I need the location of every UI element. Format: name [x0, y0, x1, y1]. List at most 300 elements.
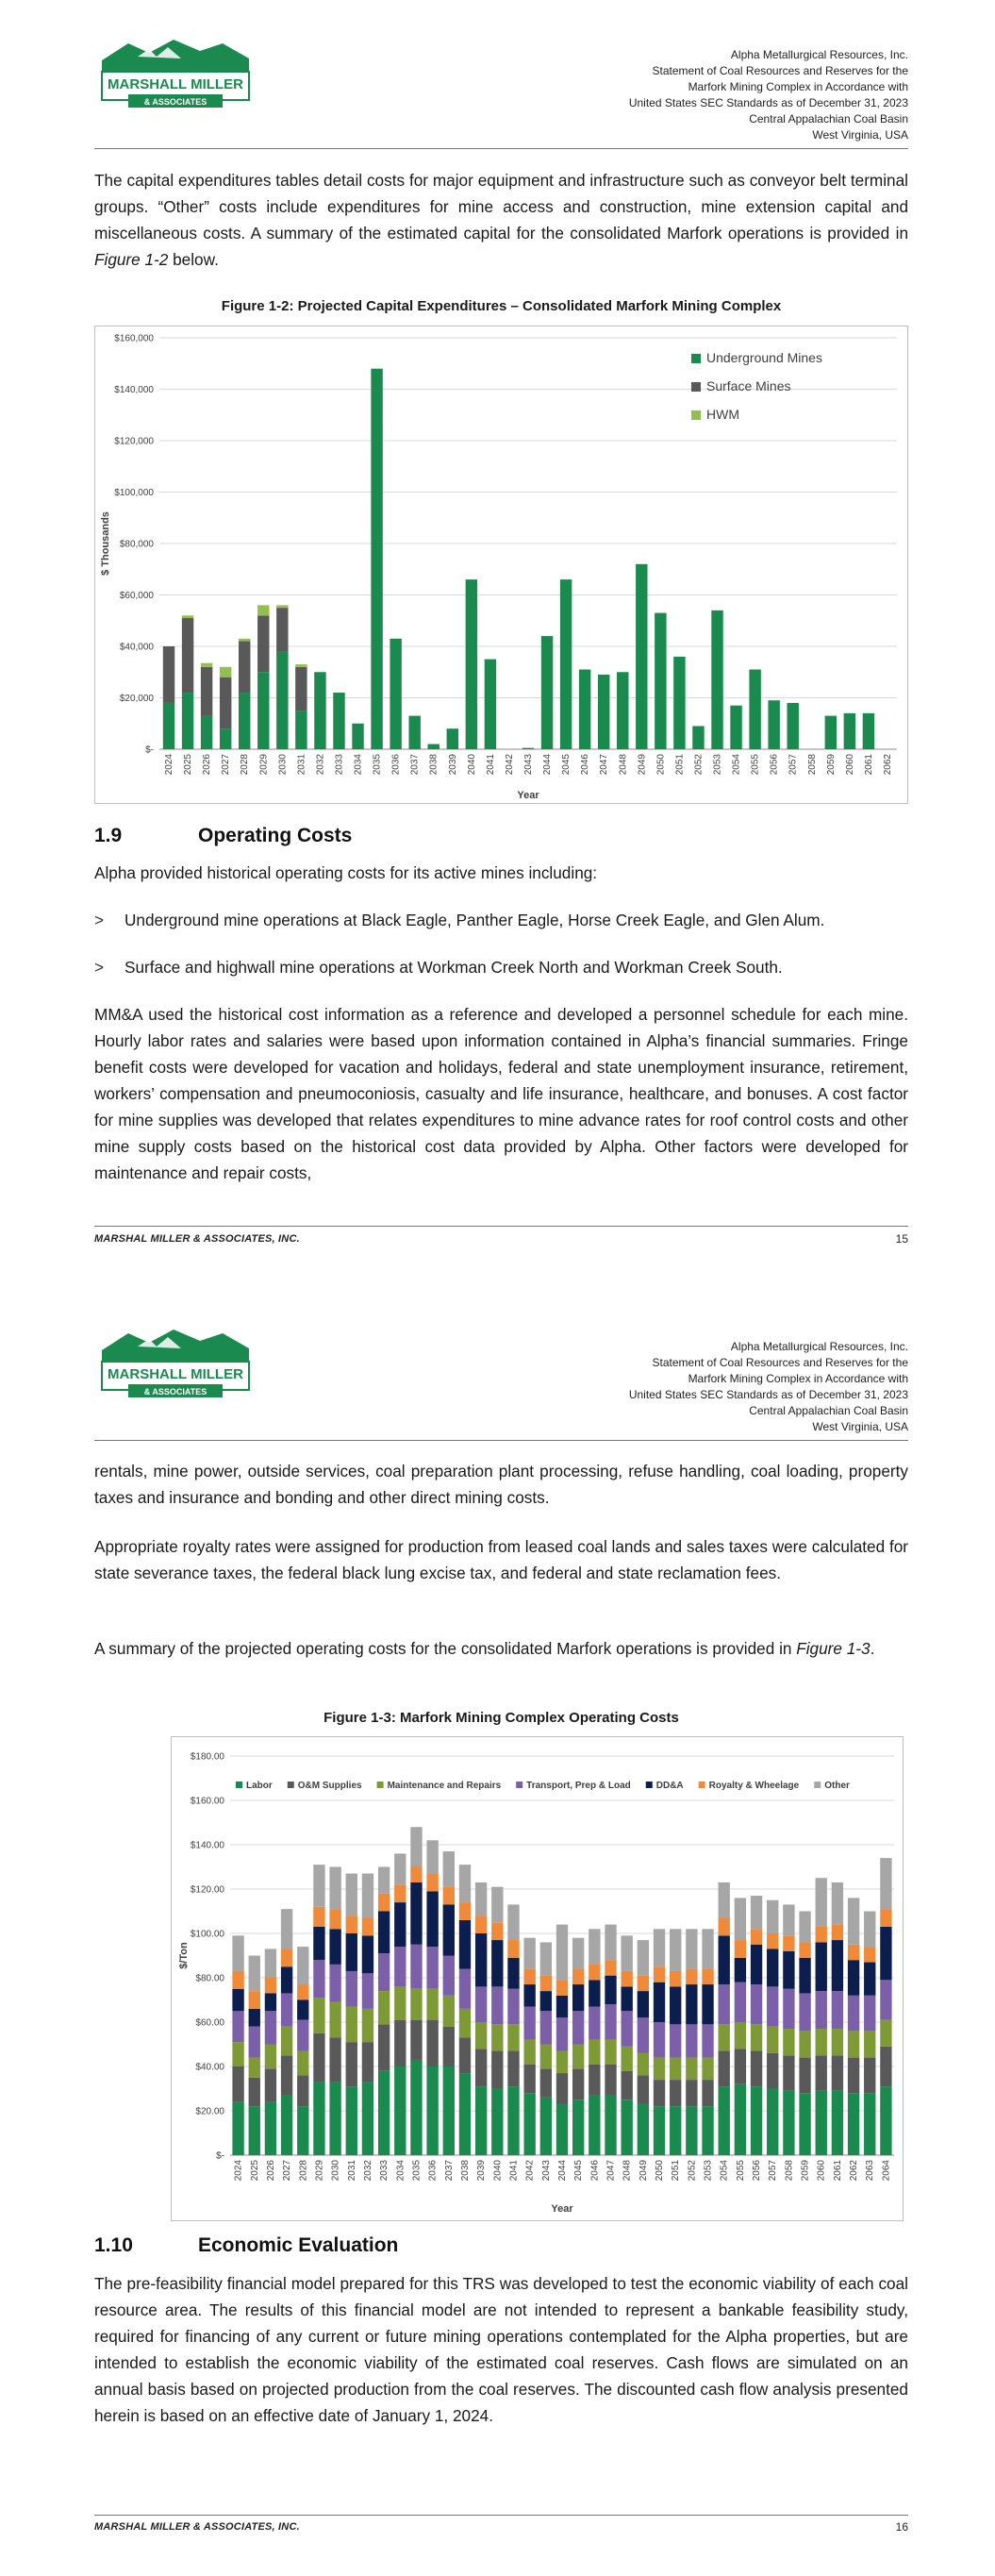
bar-segment-other: [459, 1865, 471, 1902]
bar-segment-transport-prep-load: [848, 1996, 859, 2032]
bar-segment-maintenance-and-repairs: [880, 2020, 891, 2047]
x-tick-label: 2048: [622, 2160, 633, 2182]
bar-segment-other: [394, 1853, 406, 1884]
bar-segment-royalty-wheelage: [767, 1933, 778, 1949]
header-rule: [94, 1440, 908, 1441]
bar-segment-underground-mines: [863, 713, 874, 749]
bar-segment-transport-prep-load: [297, 2020, 308, 2051]
bar-segment-royalty-wheelage: [232, 1971, 243, 1989]
x-tick-label: 2045: [561, 754, 572, 776]
bar-segment-transport-prep-load: [329, 1965, 340, 2002]
x-axis-title: Year: [551, 2203, 573, 2215]
bar-segment-royalty-wheelage: [249, 1991, 260, 2009]
bar-segment-o-m-supplies: [362, 2042, 373, 2082]
page-number: 15: [895, 1232, 908, 1246]
bar-segment-other: [816, 1878, 827, 1927]
x-tick-label: 2026: [202, 754, 213, 776]
section-heading-1-9: 1.9 Operating Costs: [94, 825, 353, 846]
bar-segment-transport-prep-load: [767, 1986, 778, 2026]
bar-segment-other: [702, 1929, 713, 1968]
x-tick-label: 2043: [523, 754, 534, 776]
y-tick-label: $100,000: [114, 488, 154, 498]
x-tick-label: 2029: [314, 2160, 325, 2182]
y-tick-label: $40.00: [195, 2062, 224, 2073]
bar-segment-royalty-wheelage: [605, 1960, 616, 1975]
bar-segment-o-m-supplies: [864, 2058, 875, 2094]
x-tick-label: 2047: [605, 2160, 617, 2182]
bar-segment-o-m-supplies: [540, 2068, 552, 2098]
bar-segment-underground-mines: [730, 706, 741, 749]
x-tick-label: 2027: [221, 754, 232, 776]
document-header: [512, 1339, 908, 1435]
economic-evaluation-paragraph: The pre-feasibility financial model prepared for this TRS was developed to test the economic viability of each coal resource area. The results of this financial model are not intended to represent a bankable feasibility study, required for financing of any current or future mining operations contemplated for the Alpha properties, but are intended to establish the economic viability of the estimated coal reserves. Cash flows are simulated on an annual basis based on projected production from the coal reserves. The discounted cash flow analysis presented herein is based on an effective date of January 1, 2024.: [94, 2274, 908, 2425]
bar-segment-royalty-wheelage: [622, 1971, 633, 1986]
bar-segment-dd-a: [702, 1984, 713, 2024]
bar-segment-other: [362, 1874, 373, 1918]
footer-company: MARSHAL MILLER & ASSOCIATES, INC.: [94, 1233, 300, 1245]
y-tick-label: $40,000: [119, 642, 154, 653]
legend-swatch: [288, 1781, 294, 1788]
opcost-chart: [171, 1736, 904, 2221]
figure-1-3-caption: Figure 1-3: Marfork Mining Complex Operating Costs: [323, 1710, 679, 1726]
bar-segment-maintenance-and-repairs: [394, 1986, 406, 2019]
x-tick-label: 2062: [849, 2160, 860, 2182]
bar-segment-underground-mines: [844, 713, 855, 749]
bar-segment-underground-mines: [428, 744, 439, 749]
bar-segment-royalty-wheelage: [638, 1976, 649, 1991]
bar-segment-labor: [751, 2086, 762, 2155]
bar-segment-dd-a: [394, 1902, 406, 1947]
bar-segment-other: [686, 1929, 697, 1968]
bar-segment-transport-prep-load: [281, 1993, 292, 2026]
bar-segment-maintenance-and-repairs: [556, 2051, 568, 2074]
bar-segment-dd-a: [880, 1927, 891, 1980]
x-tick-label: 2052: [693, 754, 705, 776]
bar-segment-hwm: [276, 605, 288, 608]
x-tick-label: 2053: [712, 754, 723, 776]
bar-segment-labor: [410, 2060, 422, 2155]
y-tick-label: $-: [216, 2150, 224, 2162]
x-tick-label: 2061: [863, 754, 874, 776]
bar-segment-other: [556, 1925, 568, 1981]
bar-segment-underground-mines: [579, 670, 590, 749]
bar-segment-royalty-wheelage: [864, 1947, 875, 1962]
bar-segment-royalty-wheelage: [654, 1966, 665, 1982]
bar-segment-royalty-wheelage: [297, 1984, 308, 1999]
bar-segment-dd-a: [426, 1891, 438, 1947]
bar-segment-transport-prep-load: [751, 1984, 762, 2024]
bar-segment-transport-prep-load: [346, 1971, 357, 2007]
bar-segment-labor: [443, 2066, 455, 2155]
header-line-3: Marfork Mining Complex in Accordance with: [688, 1372, 908, 1385]
bar-segment-royalty-wheelage: [572, 1969, 584, 1984]
bar-segment-dd-a: [265, 1993, 276, 2011]
bar-segment-dd-a: [378, 1912, 390, 1954]
x-tick-label: 2059: [825, 754, 837, 776]
bar-segment-other: [638, 1940, 649, 1976]
bar-segment-dd-a: [491, 1940, 503, 1986]
x-tick-label: 2057: [788, 754, 799, 776]
bar-segment-transport-prep-load: [605, 2004, 616, 2040]
bar-segment-underground-mines: [408, 716, 420, 749]
bar-segment-dd-a: [605, 1976, 616, 2005]
bar-segment-dd-a: [362, 1935, 373, 1973]
y-tick-label: $60.00: [195, 2017, 224, 2029]
legend-label: HWM: [706, 407, 739, 422]
bar-segment-dd-a: [589, 1980, 600, 2006]
bar-segment-underground-mines: [825, 716, 837, 749]
bar-segment-transport-prep-load: [410, 1945, 422, 1989]
bar-segment-transport-prep-load: [686, 2024, 697, 2057]
x-tick-label: 2057: [768, 2160, 779, 2182]
bar-segment-dd-a: [572, 1984, 584, 2011]
x-tick-label: 2042: [504, 754, 515, 776]
bar-segment-o-m-supplies: [265, 2068, 276, 2101]
x-tick-label: 2037: [443, 2160, 455, 2182]
legend-swatch: [516, 1781, 522, 1788]
x-tick-label: 2060: [816, 2160, 827, 2182]
legend-label: O&M Supplies: [297, 1781, 362, 1791]
bar-segment-maintenance-and-repairs: [848, 2031, 859, 2057]
bar-segment-dd-a: [523, 1984, 535, 2007]
x-tick-label: 2036: [390, 754, 402, 776]
bar-segment-other: [654, 1929, 665, 1966]
bar-segment-maintenance-and-repairs: [751, 2024, 762, 2050]
bar-segment-o-m-supplies: [297, 2075, 308, 2106]
bar-segment-underground-mines: [466, 579, 477, 749]
header-company: Alpha Metallurgical Resources, Inc.: [730, 48, 908, 61]
bar-segment-underground-mines: [711, 611, 722, 749]
bar-segment-o-m-supplies: [329, 2037, 340, 2082]
bar-segment-other: [670, 1929, 681, 1971]
bar-segment-transport-prep-load: [880, 1980, 891, 2019]
bar-segment-maintenance-and-repairs: [572, 2045, 584, 2069]
bar-segment-labor: [670, 2106, 681, 2155]
bar-segment-labor: [281, 2096, 292, 2155]
bar-segment-other: [507, 1904, 519, 1940]
y-axis-title: $ Thousands: [100, 511, 111, 576]
bar-segment-o-m-supplies: [670, 2080, 681, 2106]
x-tick-label: 2024: [164, 754, 175, 776]
bar-segment-other: [297, 1947, 308, 1984]
bar-segment-o-m-supplies: [848, 2058, 859, 2094]
x-tick-label: 2050: [655, 754, 667, 776]
bar-segment-o-m-supplies: [572, 2068, 584, 2099]
bar-segment-maintenance-and-repairs: [832, 2029, 843, 2055]
header-line-2: Statement of Coal Resources and Reserves for the: [652, 1356, 908, 1369]
bar-segment-hwm: [257, 605, 269, 615]
bar-segment-transport-prep-load: [670, 2024, 681, 2057]
x-tick-label: 2055: [750, 754, 761, 776]
bar-segment-labor: [394, 2066, 406, 2155]
legend-label: Underground Mines: [706, 350, 822, 365]
bar-segment-maintenance-and-repairs: [297, 2051, 308, 2076]
bar-segment-transport-prep-load: [799, 1993, 810, 2031]
bar-segment-maintenance-and-repairs: [638, 2053, 649, 2076]
x-tick-label: 2040: [492, 2160, 504, 2182]
bar-segment-dd-a: [410, 1882, 422, 1945]
x-tick-label: 2030: [277, 754, 289, 776]
y-tick-label: $120.00: [190, 1884, 224, 1896]
bar-segment-surface-mines: [295, 667, 307, 711]
bar-segment-maintenance-and-repairs: [410, 1989, 422, 2020]
bar-segment-other: [523, 1938, 535, 1969]
legend-label: Labor: [246, 1781, 273, 1791]
bar-segment-royalty-wheelage: [281, 1949, 292, 1966]
bar-segment-other: [265, 1949, 276, 1978]
x-tick-label: 2041: [508, 2160, 520, 2182]
x-tick-label: 2029: [258, 754, 270, 776]
bar-segment-labor: [832, 2091, 843, 2155]
bar-segment-labor: [540, 2098, 552, 2155]
bar-segment-maintenance-and-repairs: [443, 1996, 455, 2027]
x-axis-title: Year: [517, 790, 539, 801]
legend-swatch: [699, 1781, 705, 1788]
bullet-item: > Underground mine operations at Black Eagle, Panther Eagle, Horse Creek Eagle, and Glen Alum.: [94, 907, 908, 933]
bar-segment-dd-a: [638, 1991, 649, 2017]
header-line-4: United States SEC Standards as of December 31, 2023: [628, 96, 908, 109]
bar-segment-o-m-supplies: [751, 2051, 762, 2087]
bar-segment-maintenance-and-repairs: [670, 2058, 681, 2081]
bar-segment-maintenance-and-repairs: [378, 1991, 390, 2024]
bar-segment-transport-prep-load: [475, 1986, 487, 2022]
bar-segment-dd-a: [313, 1927, 324, 1960]
bar-segment-o-m-supplies: [783, 2055, 794, 2091]
x-tick-label: 2038: [428, 754, 439, 776]
bar-segment-transport-prep-load: [362, 1973, 373, 2009]
bar-segment-o-m-supplies: [832, 2055, 843, 2091]
bar-segment-maintenance-and-repairs: [249, 2058, 260, 2078]
x-tick-label: 2028: [240, 754, 251, 776]
bar-segment-royalty-wheelage: [719, 1918, 730, 1936]
bar-segment-underground-mines: [352, 724, 363, 749]
bar-segment-labor: [589, 2096, 600, 2155]
bar-segment-o-m-supplies: [249, 2078, 260, 2107]
bar-segment-o-m-supplies: [816, 2055, 827, 2091]
x-tick-label: 2051: [674, 754, 686, 776]
x-tick-label: 2032: [315, 754, 326, 776]
bar-segment-hwm: [182, 615, 193, 618]
bar-segment-dd-a: [329, 1929, 340, 1965]
bar-segment-other: [864, 1912, 875, 1948]
bar-segment-o-m-supplies: [281, 2055, 292, 2095]
bar-segment-other: [378, 1867, 390, 1894]
bar-segment-royalty-wheelage: [329, 1909, 340, 1929]
bar-segment-other: [767, 1900, 778, 1933]
legend-label: Maintenance and Repairs: [387, 1781, 502, 1791]
bar-segment-dd-a: [767, 1949, 778, 1986]
bar-segment-labor: [475, 2086, 487, 2155]
bar-segment-o-m-supplies: [507, 2051, 519, 2087]
bar-segment-maintenance-and-repairs: [346, 2007, 357, 2043]
bar-segment-labor: [783, 2091, 794, 2155]
header-line-3: Marfork Mining Complex in Accordance with: [688, 80, 908, 93]
x-tick-label: 2064: [881, 2160, 892, 2182]
logo-text: MARSHALL MILLER: [108, 1366, 243, 1382]
bar-segment-labor: [265, 2102, 276, 2155]
bar-segment-other: [589, 1929, 600, 1965]
y-tick-label: $80,000: [119, 539, 154, 550]
x-tick-label: 2031: [346, 2160, 357, 2182]
bar-segment-other: [232, 1935, 243, 1971]
bar-segment-transport-prep-load: [313, 1960, 324, 1998]
y-tick-label: $160,000: [114, 333, 154, 344]
bar-segment-other: [329, 1867, 340, 1910]
bar-segment-underground-mines: [333, 693, 344, 749]
bar-segment-underground-mines: [239, 693, 250, 749]
bar-segment-labor: [767, 2089, 778, 2156]
opcost-summary-paragraph: A summary of the projected operating costs for the consolidated Marfork operations is provided in Figure 1-3.: [94, 1639, 875, 1658]
bar-segment-royalty-wheelage: [265, 1978, 276, 1993]
bar-segment-dd-a: [249, 2009, 260, 2027]
bar-segment-transport-prep-load: [589, 2007, 600, 2040]
bar-segment-underground-mines: [295, 711, 307, 749]
bar-segment-dd-a: [475, 1933, 487, 1986]
x-tick-label: 2033: [334, 754, 345, 776]
bar-segment-maintenance-and-repairs: [329, 2002, 340, 2038]
bar-segment-o-m-supplies: [394, 2020, 406, 2066]
bar-segment-o-m-supplies: [735, 2049, 746, 2084]
y-tick-label: $140,000: [114, 385, 154, 395]
bar-segment-other: [799, 1912, 810, 1943]
operating-costs-lead: Alpha provided historical operating costs for its active mines including:: [94, 863, 598, 882]
header-line-4: United States SEC Standards as of December 31, 2023: [628, 1388, 908, 1401]
bar-segment-other: [475, 1882, 487, 1915]
bar-segment-transport-prep-load: [265, 2011, 276, 2044]
x-tick-label: 2060: [844, 754, 855, 776]
bar-segment-dd-a: [735, 1958, 746, 1982]
bar-segment-transport-prep-load: [249, 2027, 260, 2058]
bar-segment-maintenance-and-repairs: [816, 2029, 827, 2055]
footer-company: MARSHAL MILLER & ASSOCIATES, INC.: [94, 2521, 300, 2533]
bar-segment-royalty-wheelage: [589, 1965, 600, 1980]
x-tick-label: 2039: [447, 754, 458, 776]
bar-segment-other: [410, 1827, 422, 1866]
bar-segment-o-m-supplies: [767, 2053, 778, 2089]
x-tick-label: 2042: [524, 2160, 536, 2182]
bar-segment-underground-mines: [182, 693, 193, 749]
bar-segment-underground-mines: [314, 672, 325, 749]
bar-segment-maintenance-and-repairs: [540, 2045, 552, 2069]
legend-swatch: [377, 1781, 384, 1788]
bar-segment-o-m-supplies: [556, 2073, 568, 2104]
x-tick-label: 2036: [427, 2160, 439, 2182]
bar-segment-underground-mines: [673, 657, 685, 749]
x-tick-label: 2034: [395, 2160, 406, 2182]
bar-segment-royalty-wheelage: [751, 1929, 762, 1944]
bar-segment-dd-a: [832, 1940, 843, 1991]
bar-segment-o-m-supplies: [313, 2033, 324, 2083]
bar-segment-o-m-supplies: [459, 2037, 471, 2073]
x-tick-label: 2034: [353, 754, 364, 776]
bar-segment-o-m-supplies: [346, 2042, 357, 2086]
bar-segment-transport-prep-load: [443, 1956, 455, 1996]
bar-segment-transport-prep-load: [540, 2011, 552, 2044]
legend-swatch: [814, 1781, 821, 1788]
bar-segment-labor: [313, 2082, 324, 2155]
bar-segment-maintenance-and-repairs: [491, 2024, 503, 2050]
bar-segment-other: [313, 1865, 324, 1907]
bar-segment-other: [443, 1851, 455, 1887]
x-tick-label: 2054: [731, 754, 742, 776]
x-tick-label: 2037: [409, 754, 421, 776]
bar-segment-royalty-wheelage: [313, 1907, 324, 1927]
bar-segment-labor: [346, 2086, 357, 2155]
bar-segment-underground-mines: [522, 748, 534, 749]
bar-segment-maintenance-and-repairs: [507, 2024, 519, 2050]
bar-segment-labor: [799, 2093, 810, 2155]
bar-segment-other: [540, 1942, 552, 1975]
bar-segment-maintenance-and-repairs: [702, 2058, 713, 2081]
company-logo: [100, 1328, 251, 1403]
bar-segment-underground-mines: [201, 716, 212, 749]
bar-segment-underground-mines: [485, 660, 496, 749]
bar-segment-dd-a: [799, 1958, 810, 1994]
bar-segment-labor: [864, 2093, 875, 2155]
bar-segment-transport-prep-load: [426, 1947, 438, 1989]
capex-intro-paragraph: The capital expenditures tables detail costs for major equipment and infrastructure such as conveyor belt terminal groups. “Other” costs include expenditures for mine access and construction, mine extension capital and miscellaneous costs. A summary of the estimated capital for the consolidated Marfork operations is provided in Figure 1-2 below.: [94, 171, 908, 269]
bar-segment-other: [832, 1882, 843, 1925]
x-tick-label: 2033: [379, 2160, 390, 2182]
y-tick-label: $140.00: [190, 1840, 224, 1851]
bar-segment-dd-a: [816, 1942, 827, 1991]
y-tick-label: $160.00: [190, 1796, 224, 1807]
x-tick-label: 2053: [703, 2160, 714, 2182]
bar-segment-royalty-wheelage: [426, 1874, 438, 1892]
bar-segment-dd-a: [556, 1996, 568, 2018]
bar-segment-transport-prep-load: [507, 1989, 519, 2025]
legend-swatch: [691, 382, 701, 392]
bar-segment-other: [346, 1874, 357, 1916]
costs-continued-paragraph: rentals, mine power, outside services, coal preparation plant processing, refuse handling, coal loading, property taxes and insurance and bonding and other direct mining costs.: [94, 1462, 908, 1507]
bar-segment-royalty-wheelage: [556, 1980, 568, 1995]
header-company: Alpha Metallurgical Resources, Inc.: [730, 1340, 908, 1353]
x-tick-label: 2038: [459, 2160, 471, 2182]
x-tick-label: 2046: [580, 754, 591, 776]
bar-segment-underground-mines: [560, 579, 572, 749]
bullet-arrow-icon: >: [94, 958, 105, 977]
bar-segment-dd-a: [507, 1958, 519, 1989]
page-16: [0, 1288, 995, 2576]
bar-segment-maintenance-and-repairs: [767, 2027, 778, 2053]
bar-segment-transport-prep-load: [459, 1969, 471, 2009]
bar-segment-o-m-supplies: [443, 2027, 455, 2066]
opcost-chart-svg: [172, 1737, 903, 2220]
bar-segment-maintenance-and-repairs: [362, 2009, 373, 2042]
bar-segment-hwm: [201, 663, 212, 667]
bar-segment-dd-a: [297, 2000, 308, 2020]
bar-segment-labor: [232, 2102, 243, 2155]
bar-segment-royalty-wheelage: [394, 1884, 406, 1902]
legend-label: Transport, Prep & Load: [526, 1781, 631, 1791]
x-tick-label: 2035: [411, 2160, 423, 2182]
bar-segment-transport-prep-load: [491, 1986, 503, 2024]
legend-label: Other: [824, 1781, 850, 1791]
bar-segment-underground-mines: [749, 670, 760, 749]
bar-segment-o-m-supplies: [719, 2051, 730, 2087]
x-tick-label: 2051: [671, 2160, 682, 2182]
bar-segment-labor: [491, 2089, 503, 2156]
bar-segment-royalty-wheelage: [475, 1915, 487, 1933]
company-logo: [100, 38, 251, 113]
bar-segment-royalty-wheelage: [410, 1867, 422, 1882]
bar-segment-underground-mines: [371, 369, 382, 749]
bar-segment-labor: [622, 2099, 633, 2155]
bar-segment-underground-mines: [541, 636, 553, 749]
header-line-5: Central Appalachian Coal Basin: [749, 1404, 908, 1417]
x-tick-label: 2028: [298, 2160, 309, 2182]
bar-segment-dd-a: [670, 1986, 681, 2024]
